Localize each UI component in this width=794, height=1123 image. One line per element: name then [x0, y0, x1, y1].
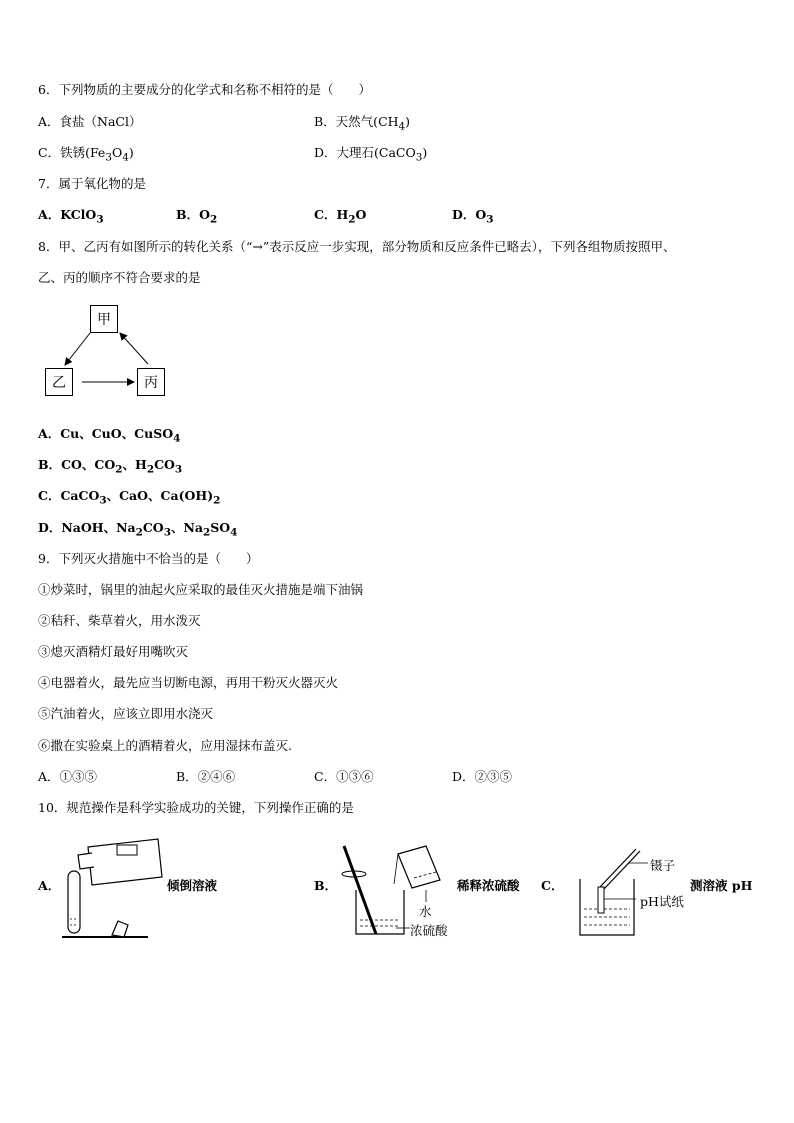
q7-option-a: A．KClO$_3$	[38, 207, 104, 226]
q8-option-a: A．Cu、CuO、CuSO$_4$	[38, 426, 181, 445]
q10-pouring-illustration	[62, 833, 172, 943]
q9-option-b: B．②④⑥	[176, 769, 236, 784]
q8-box-yi: 乙	[45, 368, 73, 396]
q10-option-b-caption: 稀释浓硫酸	[457, 878, 520, 893]
q10-option-b-letter: B．	[314, 878, 338, 893]
q10-label-concentrated-acid: 浓硫酸	[410, 923, 448, 938]
q10-option-c-letter: C．	[541, 878, 564, 893]
q6-option-d: D．大理石(CaCO$_3$)	[314, 145, 428, 164]
q10-stem: 10．规范操作是科学实验成功的关键，下列操作正确的是	[38, 800, 354, 815]
q10-label-water: 水	[419, 904, 432, 919]
q8-option-c: C．CaCO$_3$、CaO、$Ca(OH)_2$	[38, 488, 221, 507]
q9-item-4: ④电器着火，最先应当切断电源，再用干粉灭火器灭火	[38, 675, 339, 690]
q7-stem: 7．属于氧化物的是	[38, 176, 146, 191]
q7-option-c: C．$H_2O$	[314, 207, 367, 226]
q8-box-jia: 甲	[90, 305, 118, 333]
q10-option-c-caption: 测溶液 pH	[690, 878, 753, 893]
q8-option-b: B．CO、$CO_2$、$H_2CO_3$	[38, 457, 183, 476]
q9-item-3: ③熄灭酒精灯最好用嘴吹灭	[38, 644, 189, 659]
q7-option-d: D．$O_3$	[452, 207, 494, 226]
q9-stem: 9．下列灭火措施中不恰当的是（ ）	[38, 551, 259, 566]
q6-option-b: B．天然气$(CH_4)$	[314, 114, 411, 133]
q10-option-a-caption: 倾倒溶液	[167, 878, 218, 893]
q9-item-2: ②秸秆、柴草着火，用水泼灭	[38, 613, 201, 628]
q6-option-a: A．食盐（NaCl）	[38, 114, 142, 129]
q10-label-ph-paper: pH试纸	[640, 894, 684, 909]
q9-item-6: ⑥撒在实验桌上的酒精着火，应用湿抹布盖灭.	[38, 738, 292, 753]
q8-stem-line2: 乙、丙的顺序不符合要求的是	[38, 270, 201, 285]
q9-option-d: D．②③⑤	[452, 769, 513, 784]
q9-option-c: C．①③⑥	[314, 769, 374, 784]
q8-option-d: D．NaOH、$Na_2CO_3$、$Na_2SO_4$	[38, 520, 238, 539]
q10-label-tweezers: 镊子	[650, 858, 676, 873]
q6-stem: 6．下列物质的主要成分的化学式和名称不相符的是（ ）	[38, 82, 371, 97]
q9-item-5: ⑤汽油着火，应该立即用水浇灭	[38, 706, 214, 721]
q9-item-1: ①炒菜时，锅里的油起火应采取的最佳灭火措施是端下油锅	[38, 582, 364, 597]
q7-option-b: B．$O_2$	[176, 207, 218, 226]
q8-stem-line1: 8．甲、乙丙有如图所示的转化关系（“→”表示反应一步实现，部分物质和反应条件已略去），下列各组物质按照甲、	[38, 239, 676, 254]
q10-option-a-letter: A．	[38, 878, 61, 893]
q8-box-bing: 丙	[137, 368, 165, 396]
q9-option-a: A．①③⑤	[38, 769, 98, 784]
q6-option-c: C．铁锈$(Fe_3O_4)$	[38, 145, 134, 164]
